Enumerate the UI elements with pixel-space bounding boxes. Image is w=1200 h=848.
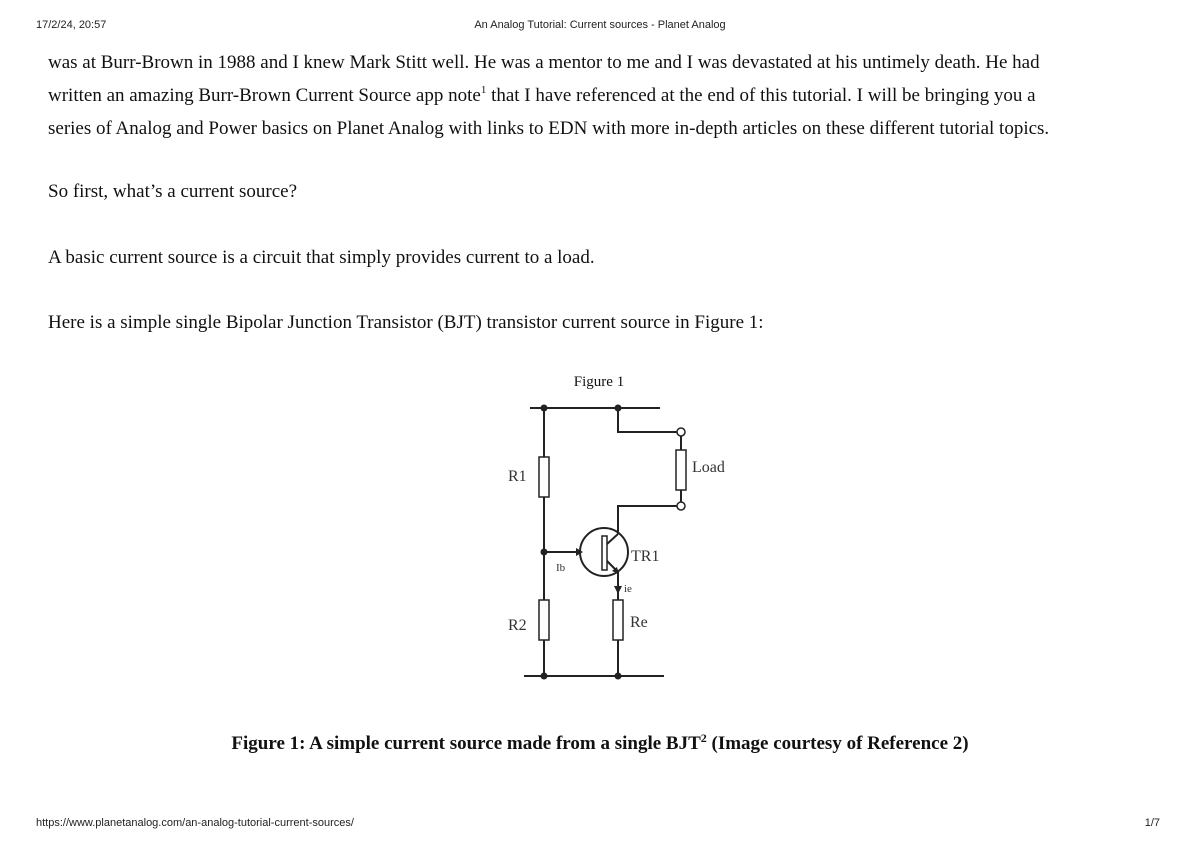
caption-text: (Image courtesy of Reference 2) bbox=[706, 733, 969, 754]
r2-resistor bbox=[539, 600, 549, 640]
load-feed-wire bbox=[618, 408, 681, 432]
paragraph-4: Here is a simple single Bipolar Junction Transistor (BJT) transistor current source in Figure 1: bbox=[48, 312, 764, 333]
figure-1 bbox=[490, 368, 750, 688]
load-resistor bbox=[676, 450, 686, 490]
ie-arrow bbox=[614, 586, 622, 594]
figure-title: Figure 1 bbox=[573, 374, 625, 390]
page-url: https://www.planetanalog.com/an-analog-tutorial-current-sources/ bbox=[36, 817, 354, 829]
paragraph-1-line-3: series of Analog and Power basics on Planet Analog with links to EDN with more in-depth articles on these different tutorial topics. bbox=[48, 118, 1050, 139]
paragraph-1-line-2 bbox=[48, 85, 1158, 107]
paragraph-2: So first, what’s a current source? bbox=[48, 181, 298, 202]
caption-ref-2[interactable]: 2 bbox=[700, 731, 707, 745]
load-label: Load bbox=[692, 459, 725, 476]
re-label: Re bbox=[630, 614, 648, 631]
r2-label: R2 bbox=[508, 617, 527, 634]
print-date: 17/2/24, 20:57 bbox=[36, 19, 107, 31]
load-terminal bbox=[677, 428, 685, 436]
junction-dot bbox=[541, 405, 548, 412]
paragraph-1-line-1: was at Burr-Brown in 1988 and I knew Mark Stitt well. He was a mentor to me and I was devastated at his untimely death. He had bbox=[48, 52, 1040, 73]
footnote-ref-1[interactable]: 1 bbox=[480, 84, 487, 96]
ie-label: ie bbox=[624, 583, 632, 595]
transistor-collector-lead bbox=[607, 534, 618, 544]
re-resistor bbox=[613, 600, 623, 640]
figure-caption bbox=[0, 733, 1200, 755]
load-terminal bbox=[677, 502, 685, 510]
tr1-label: TR1 bbox=[631, 548, 660, 565]
paragraph-text: written an amazing Burr-Brown Current Source app note bbox=[48, 85, 481, 106]
r1-label: R1 bbox=[508, 468, 527, 485]
page-number: 1/7 bbox=[1144, 817, 1160, 829]
r1-resistor bbox=[539, 457, 549, 497]
transistor-base-bar bbox=[602, 536, 607, 570]
circuit-diagram bbox=[490, 368, 750, 688]
paragraph-text: that I have referenced at the end of this tutorial. I will be bringing you a bbox=[486, 85, 1036, 106]
page-title: An Analog Tutorial: Current sources - Planet Analog bbox=[474, 19, 726, 31]
paragraph-3: A basic current source is a circuit that simply provides current to a load. bbox=[48, 247, 595, 268]
ib-label: Ib bbox=[556, 562, 566, 574]
collector-wire bbox=[618, 506, 677, 534]
junction-dot bbox=[541, 673, 548, 680]
caption-text: Figure 1: A simple current source made from a single BJT bbox=[231, 733, 701, 754]
